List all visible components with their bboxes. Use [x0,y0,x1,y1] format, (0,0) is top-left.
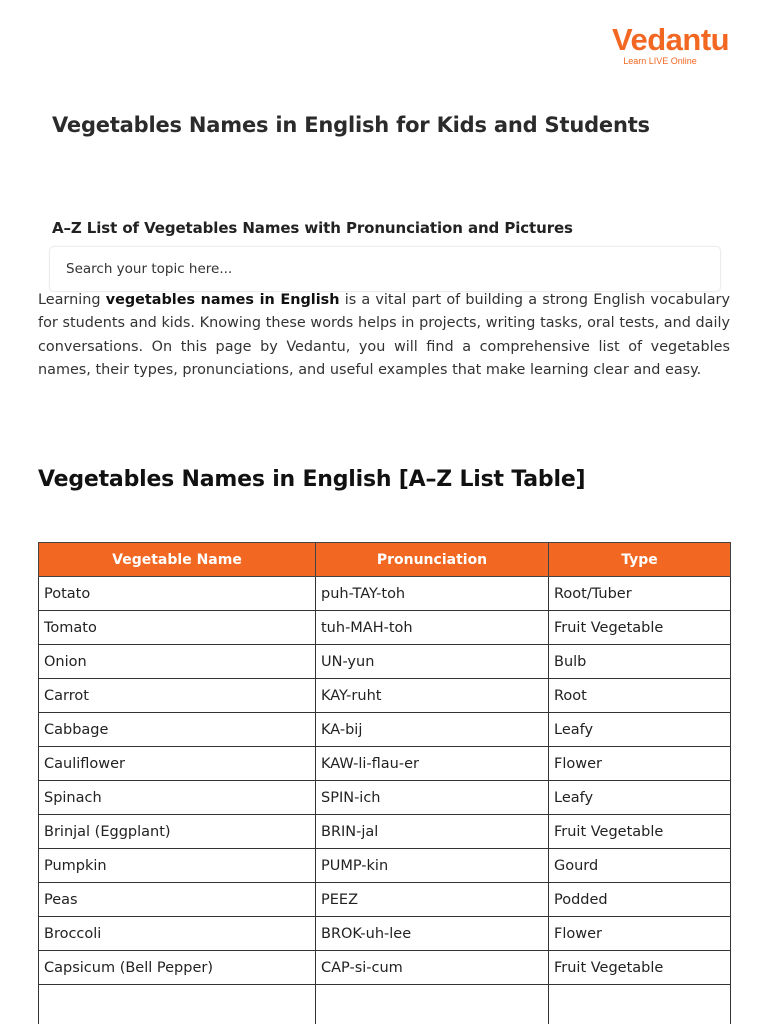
table-row [39,713,731,747]
type-cell: Fruit Vegetable [549,815,731,849]
table-row-partial [39,985,731,1024]
table-row [39,645,731,679]
type-cell: Leafy [549,713,731,747]
type-cell: Leafy [549,781,731,815]
table-row [39,747,731,781]
pronunciation-cell: BROK-uh-lee [316,917,549,951]
type-cell: Fruit Vegetable [549,611,731,645]
pronunciation-cell: KAY-ruht [316,679,549,713]
pronunciation-cell: PUMP-kin [316,849,549,883]
pronunciation-cell: KA-bij [316,713,549,747]
vegetable-name-cell: Capsicum (Bell Pepper) [39,951,316,985]
table-heading: Vegetables Names in English [A–Z List Table] [38,467,586,492]
empty-cell [39,985,316,1024]
column-header-pronunciation: Pronunciation [316,543,549,577]
pronunciation-cell: PEEZ [316,883,549,917]
vegetable-name-cell: Onion [39,645,316,679]
table-row [39,849,731,883]
section-subtitle: A–Z List of Vegetables Names with Pronunciation and Pictures [52,219,573,237]
vegetable-name-cell: Carrot [39,679,316,713]
column-header-vegetable-name: Vegetable Name [39,543,316,577]
search-input[interactable] [50,247,720,291]
pronunciation-cell: BRIN-jal [316,815,549,849]
empty-cell [316,985,549,1024]
pronunciation-cell: tuh-MAH-toh [316,611,549,645]
table-row [39,815,731,849]
pronunciation-cell: SPIN-ich [316,781,549,815]
empty-cell [549,985,731,1024]
pronunciation-cell: CAP-si-cum [316,951,549,985]
intro-text-rest: is a vital part of building a strong English vocabulary for students and kids. Knowing these words helps in projects, writing tasks, oral tests, and daily conversations. On this page by Vedantu, you will find a comprehensive list of vegetables names, their types, pronunciations, and useful examples that make learning clear and easy. [38,292,730,379]
vegetable-name-cell: Cauliflower [39,747,316,781]
table-row [39,883,731,917]
table-row [39,577,731,611]
type-cell: Root/Tuber [549,577,731,611]
type-cell: Bulb [549,645,731,679]
vegetables-table [38,542,731,1024]
vegetable-name-cell: Peas [39,883,316,917]
vegetable-name-cell: Pumpkin [39,849,316,883]
type-cell: Gourd [549,849,731,883]
logo-tagline: Learn LIVE Online [623,56,697,66]
pronunciation-cell: KAW-li-flau-er [316,747,549,781]
intro-text-start: Learning [38,292,106,308]
table-row [39,781,731,815]
type-cell: Fruit Vegetable [549,951,731,985]
vegetable-name-cell: Spinach [39,781,316,815]
vedantu-logo[interactable] [612,22,730,66]
search-box[interactable] [49,246,721,292]
vegetable-name-cell: Broccoli [39,917,316,951]
vegetable-name-cell: Brinjal (Eggplant) [39,815,316,849]
table-row [39,917,731,951]
page-title: Vegetables Names in English for Kids and Students [52,113,650,137]
column-header-type: Type [549,543,731,577]
intro-paragraph [38,289,730,383]
vegetable-name-cell: Cabbage [39,713,316,747]
table-row [39,611,731,645]
pronunciation-cell: UN-yun [316,645,549,679]
vegetable-name-cell: Potato [39,577,316,611]
logo-wordmark: Vedantu [612,22,730,57]
type-cell: Root [549,679,731,713]
type-cell: Podded [549,883,731,917]
vegetable-name-cell: Tomato [39,611,316,645]
table-row [39,679,731,713]
table-row [39,951,731,985]
pronunciation-cell: puh-TAY-toh [316,577,549,611]
table-header-row [39,543,731,577]
type-cell: Flower [549,747,731,781]
type-cell: Flower [549,917,731,951]
intro-keyword: vegetables names in English [105,292,340,308]
